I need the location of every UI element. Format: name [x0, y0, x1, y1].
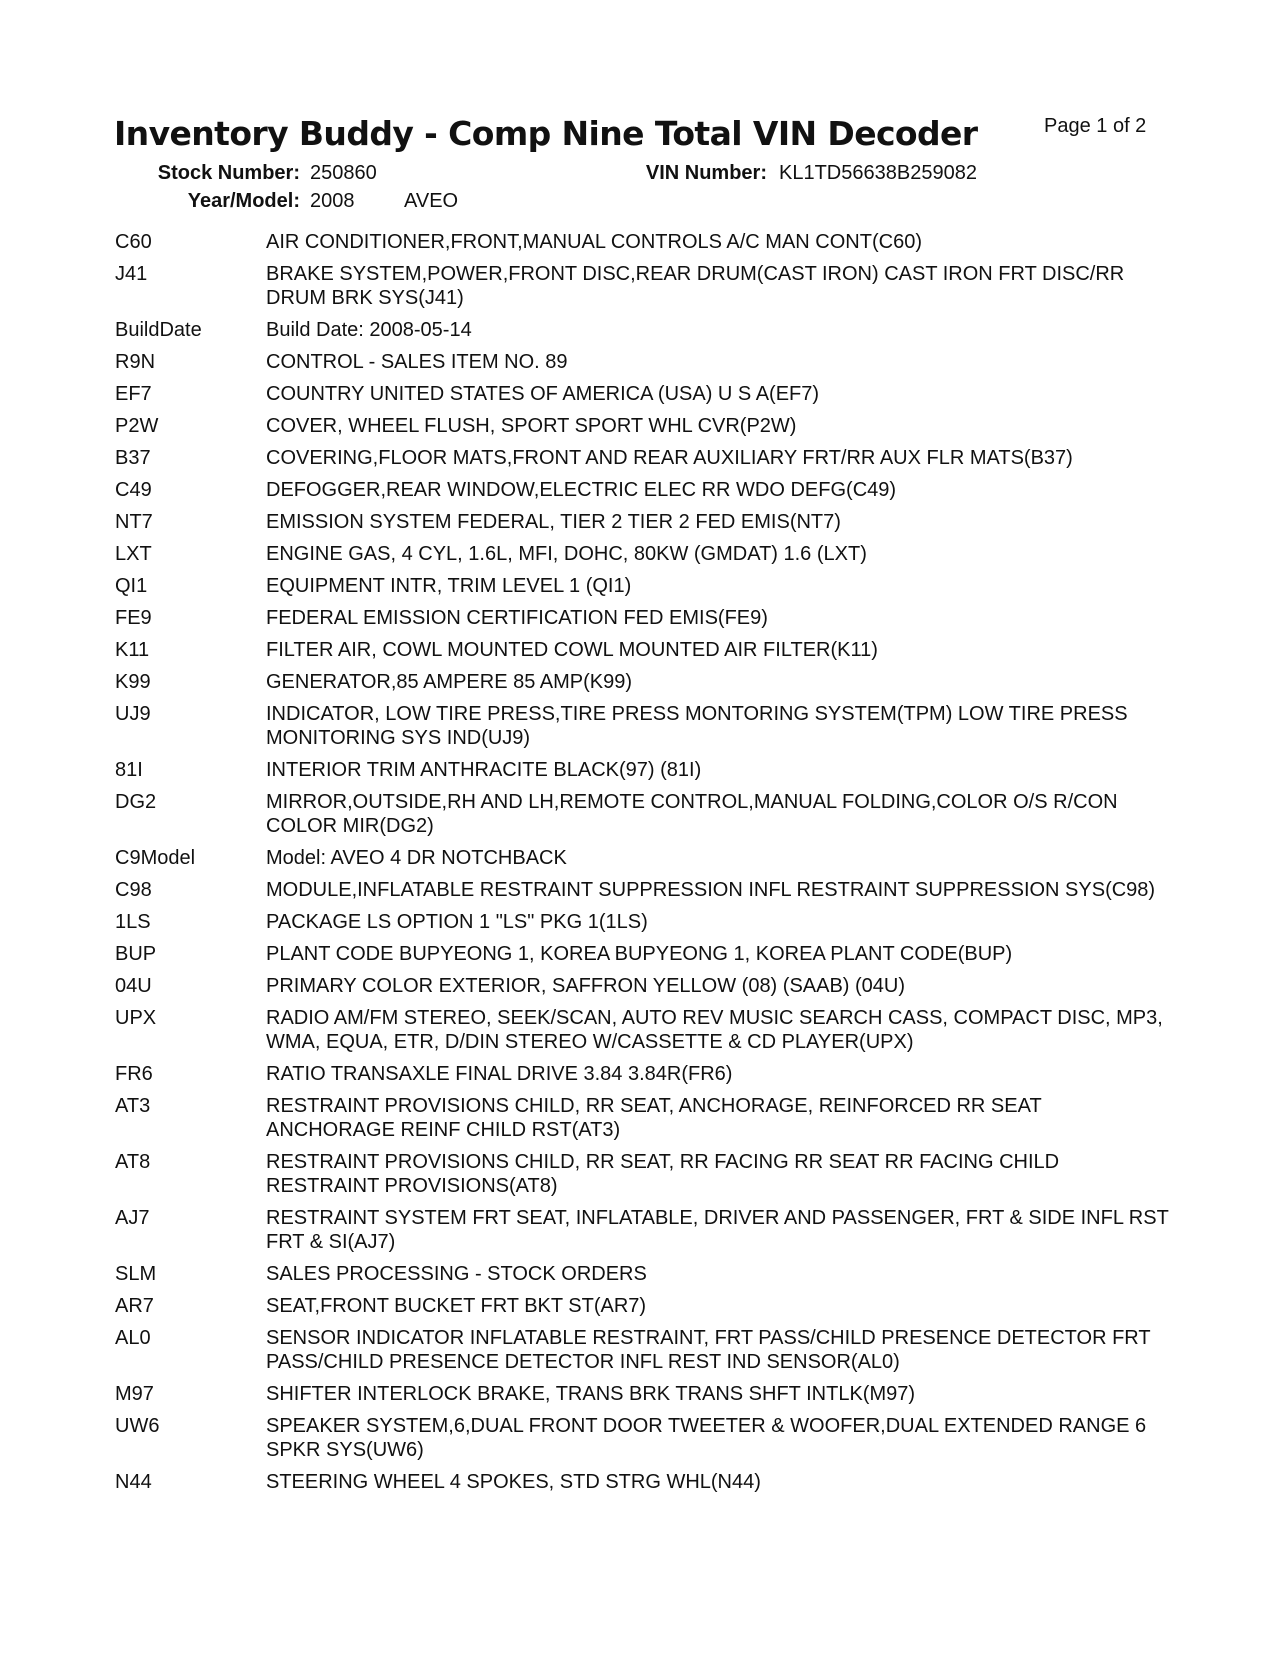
option-code: AJ7	[115, 1207, 150, 1229]
option-row	[115, 318, 1175, 342]
option-row	[115, 1470, 1175, 1494]
option-description: COUNTRY UNITED STATES OF AMERICA (USA) U S A(EF7)	[266, 383, 820, 405]
option-description: PLANT CODE BUPYEONG 1, KOREA BUPYEONG 1, KOREA PLANT CODE(BUP)	[266, 943, 1013, 965]
option-row	[115, 758, 1175, 782]
option-code: C49	[115, 479, 152, 501]
option-row	[115, 670, 1175, 694]
option-row	[115, 414, 1175, 438]
option-description: COVER, WHEEL FLUSH, SPORT SPORT WHL CVR(P2W)	[266, 415, 797, 437]
option-code: B37	[115, 447, 151, 469]
option-description: Model: AVEO 4 DR NOTCHBACK	[266, 847, 567, 869]
model-value: AVEO	[404, 190, 459, 212]
option-code: SLM	[115, 1263, 157, 1285]
option-description: MODULE,INFLATABLE RESTRAINT SUPPRESSION INFL RESTRAINT SUPPRESSION SYS(C98)	[266, 879, 1156, 901]
option-row	[115, 1062, 1175, 1086]
option-code: C98	[115, 879, 152, 901]
option-description: EMISSION SYSTEM FEDERAL, TIER 2 TIER 2 FED EMIS(NT7)	[266, 511, 841, 533]
option-code: NT7	[115, 511, 153, 533]
option-code: K11	[115, 639, 150, 661]
option-description: RESTRAINT SYSTEM FRT SEAT, INFLATABLE, DRIVER AND PASSENGER, FRT & SIDE INFL RST FRT & SI(AJ7)	[266, 1207, 1169, 1253]
option-row	[115, 1414, 1175, 1462]
option-row	[115, 446, 1175, 470]
option-description: RADIO AM/FM STEREO, SEEK/SCAN, AUTO REV MUSIC SEARCH CASS, COMPACT DISC, MP3, WMA, EQUA, ETR, D/DIN STEREO W/CASSETTE & CD PLAYER(UPX)	[266, 1007, 1163, 1053]
option-description: GENERATOR,85 AMPERE 85 AMP(K99)	[266, 671, 633, 693]
option-description: STEERING WHEEL 4 SPOKES, STD STRG WHL(N44)	[266, 1471, 761, 1493]
option-description: RESTRAINT PROVISIONS CHILD, RR SEAT, ANCHORAGE, REINFORCED RR SEAT ANCHORAGE REINF CHILD RST(AT3)	[266, 1095, 1042, 1141]
option-row	[115, 1382, 1175, 1406]
option-description: PACKAGE LS OPTION 1 "LS" PKG 1(1LS)	[266, 911, 648, 933]
option-description: BRAKE SYSTEM,POWER,FRONT DISC,REAR DRUM(CAST IRON) CAST IRON FRT DISC/RR DRUM BRK SYS(J41)	[266, 263, 1125, 309]
option-description: CONTROL - SALES ITEM NO. 89	[266, 351, 568, 373]
option-row	[115, 1262, 1175, 1286]
page-title: Inventory Buddy - Comp Nine Total VIN Decoder	[114, 114, 978, 153]
option-description: MIRROR,OUTSIDE,RH AND LH,REMOTE CONTROL,MANUAL FOLDING,COLOR O/S R/CON COLOR MIR(DG2)	[266, 791, 1118, 837]
option-code: 81I	[115, 759, 143, 781]
option-description: FILTER AIR, COWL MOUNTED COWL MOUNTED AIR FILTER(K11)	[266, 639, 878, 661]
option-description: COVERING,FLOOR MATS,FRONT AND REAR AUXILIARY FRT/RR AUX FLR MATS(B37)	[266, 447, 1073, 469]
vin-number-value: KL1TD56638B259082	[779, 162, 977, 184]
option-description: INDICATOR, LOW TIRE PRESS,TIRE PRESS MONTORING SYSTEM(TPM) LOW TIRE PRESS MONITORING SYS IND(UJ9)	[266, 703, 1128, 749]
option-description: SHIFTER INTERLOCK BRAKE, TRANS BRK TRANS SHFT INTLK(M97)	[266, 1383, 916, 1405]
page-number: Page 1 of 2	[1044, 115, 1147, 137]
option-code: AR7	[115, 1295, 154, 1317]
stock-number-label: Stock Number:	[157, 162, 300, 184]
option-description: SENSOR INDICATOR INFLATABLE RESTRAINT, FRT PASS/CHILD PRESENCE DETECTOR FRT PASS/CHILD PRESENCE DETECTOR INFL REST IND SENSOR(AL0)	[266, 1327, 1151, 1373]
option-description: SPEAKER SYSTEM,6,DUAL FRONT DOOR TWEETER & WOOFER,DUAL EXTENDED RANGE 6 SPKR SYS(UW6)	[266, 1415, 1147, 1461]
option-row	[115, 702, 1175, 750]
year-value: 2008	[310, 190, 355, 212]
option-code: BuildDate	[115, 319, 202, 341]
option-code: BUP	[115, 943, 157, 965]
option-code: UW6	[115, 1415, 160, 1437]
option-code: 04U	[115, 975, 152, 997]
option-description: RESTRAINT PROVISIONS CHILD, RR SEAT, RR FACING RR SEAT RR FACING CHILD RESTRAINT PROVISIONS(AT8)	[266, 1151, 1060, 1197]
option-row	[115, 790, 1175, 838]
option-code: AL0	[115, 1327, 151, 1349]
option-row	[115, 262, 1175, 310]
option-description: PRIMARY COLOR EXTERIOR, SAFFRON YELLOW (08) (SAAB) (04U)	[266, 975, 906, 997]
option-code: LXT	[115, 543, 152, 565]
stock-number-value: 250860	[310, 162, 377, 184]
option-row	[115, 382, 1175, 406]
option-description: ENGINE GAS, 4 CYL, 1.6L, MFI, DOHC, 80KW (GMDAT) 1.6 (LXT)	[266, 543, 867, 565]
option-row	[115, 1150, 1175, 1198]
option-code: J41	[115, 263, 148, 285]
option-code-list	[115, 230, 1175, 1502]
year-model-label: Year/Model:	[187, 190, 300, 212]
option-row	[115, 542, 1175, 566]
option-row	[115, 1326, 1175, 1374]
option-code: C60	[115, 231, 152, 253]
option-description: EQUIPMENT INTR, TRIM LEVEL 1 (QI1)	[266, 575, 632, 597]
option-row	[115, 638, 1175, 662]
option-code: AT8	[115, 1151, 151, 1173]
option-code: FR6	[115, 1063, 153, 1085]
vin-number-label: VIN Number:	[645, 162, 767, 184]
option-code: QI1	[115, 575, 148, 597]
option-row	[115, 1294, 1175, 1318]
option-row	[115, 878, 1175, 902]
option-code: AT3	[115, 1095, 151, 1117]
option-code: K99	[115, 671, 151, 693]
option-code: DG2	[115, 791, 157, 813]
option-code: N44	[115, 1471, 152, 1493]
option-code: 1LS	[115, 911, 151, 933]
option-description: AIR CONDITIONER,FRONT,MANUAL CONTROLS A/C MAN CONT(C60)	[266, 231, 922, 253]
option-description: SEAT,FRONT BUCKET FRT BKT ST(AR7)	[266, 1295, 647, 1317]
option-row	[115, 478, 1175, 502]
option-code: C9Model	[115, 847, 196, 869]
option-row	[115, 350, 1175, 374]
option-row	[115, 230, 1175, 254]
option-code: M97	[115, 1383, 154, 1405]
option-description: FEDERAL EMISSION CERTIFICATION FED EMIS(FE9)	[266, 607, 768, 629]
option-code: EF7	[115, 383, 152, 405]
option-row	[115, 606, 1175, 630]
option-code: UJ9	[115, 703, 151, 725]
option-row	[115, 510, 1175, 534]
option-row	[115, 846, 1175, 870]
option-code: UPX	[115, 1007, 157, 1029]
option-row	[115, 910, 1175, 934]
option-row	[115, 942, 1175, 966]
option-description: Build Date: 2008-05-14	[266, 319, 472, 341]
option-description: RATIO TRANSAXLE FINAL DRIVE 3.84 3.84R(FR6)	[266, 1063, 733, 1085]
option-row	[115, 574, 1175, 598]
option-row	[115, 1094, 1175, 1142]
option-row	[115, 1006, 1175, 1054]
option-row	[115, 1206, 1175, 1254]
option-code: R9N	[115, 351, 156, 373]
option-row	[115, 974, 1175, 998]
option-description: SALES PROCESSING - STOCK ORDERS	[266, 1263, 647, 1285]
option-code: FE9	[115, 607, 152, 629]
option-description: INTERIOR TRIM ANTHRACITE BLACK(97) (81I)	[266, 759, 702, 781]
option-description: DEFOGGER,REAR WINDOW,ELECTRIC ELEC RR WDO DEFG(C49)	[266, 479, 897, 501]
option-code: P2W	[115, 415, 159, 437]
